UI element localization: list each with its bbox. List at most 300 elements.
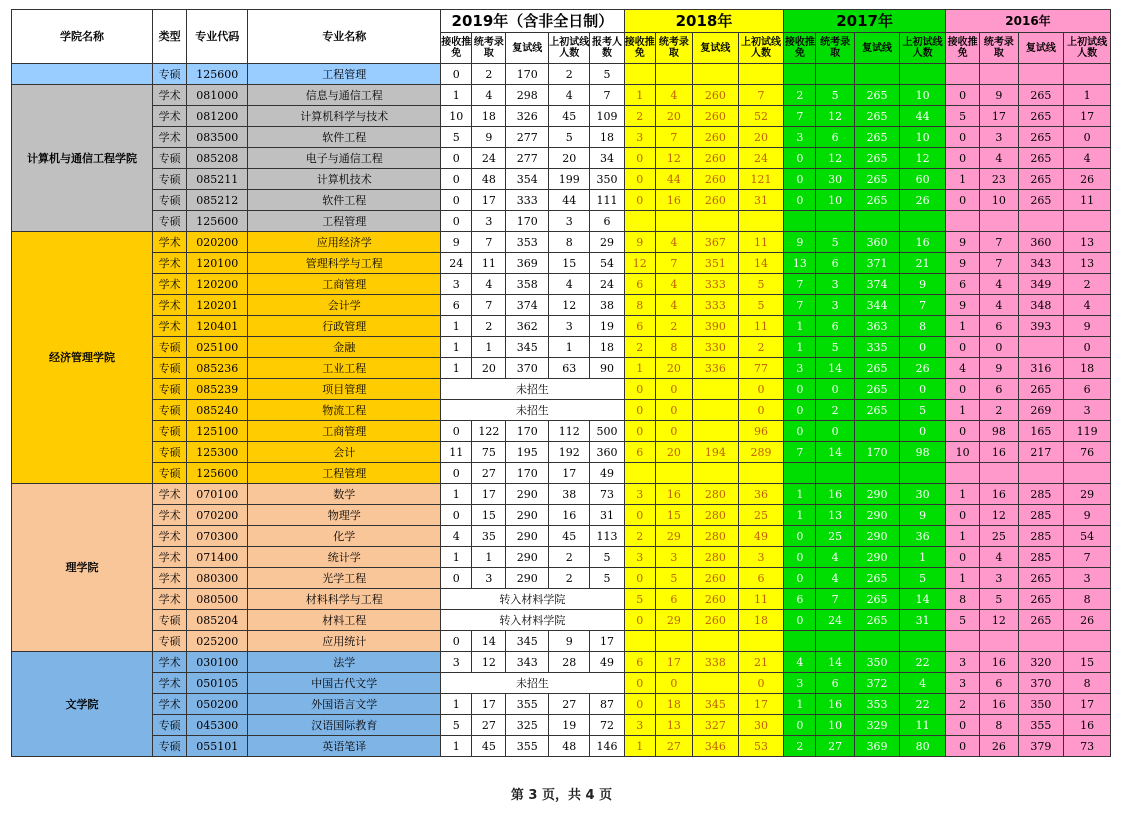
- y2016-cell: [945, 64, 979, 85]
- y2018-cell: 4: [655, 85, 692, 106]
- y2016-cell: 16: [980, 484, 1018, 505]
- y2019-cell: 2: [548, 568, 589, 589]
- y2017-cell: 98: [900, 442, 946, 463]
- y2019-cell: 2: [472, 316, 506, 337]
- major-cell: 工业工程: [248, 358, 441, 379]
- y2019-cell: 1: [548, 337, 589, 358]
- y2018-cell: [738, 463, 784, 484]
- y2019-cell: 19: [590, 316, 624, 337]
- y2017-cell: 265: [854, 127, 900, 148]
- y2017-cell: 360: [854, 232, 900, 253]
- table-row: [12, 337, 1111, 358]
- y2016-cell: 16: [1064, 715, 1111, 736]
- y2018-cell: 5: [655, 568, 692, 589]
- y2017-cell: 0: [784, 547, 816, 568]
- y2018-cell: [693, 64, 739, 85]
- y2016-cell: 8: [945, 589, 979, 610]
- y2017-cell: 0: [784, 526, 816, 547]
- y2018-cell: 29: [655, 526, 692, 547]
- y2016-cell: 217: [1018, 442, 1064, 463]
- y2017-cell: 0: [900, 379, 946, 400]
- y2018-cell: 8: [655, 337, 692, 358]
- subheader-cell: 复试线: [693, 33, 739, 64]
- y2019-cell: 4: [472, 85, 506, 106]
- y2017-cell: [854, 463, 900, 484]
- y2019-cell: 1: [472, 547, 506, 568]
- y2017-cell: 25: [816, 526, 854, 547]
- y2018-cell: 0: [624, 505, 655, 526]
- y2019-cell: 7: [472, 232, 506, 253]
- y2016-cell: 265: [1018, 568, 1064, 589]
- y2019-cell: 370: [506, 358, 549, 379]
- y2016-cell: 98: [980, 421, 1018, 442]
- y2017-cell: 36: [900, 526, 946, 547]
- y2016-cell: 1: [945, 568, 979, 589]
- table-row: [12, 715, 1111, 736]
- y2019-cell: 73: [590, 484, 624, 505]
- y2019-cell: 24: [441, 253, 472, 274]
- y2019-cell: 298: [506, 85, 549, 106]
- y2018-cell: 0: [624, 610, 655, 631]
- y2017-cell: [854, 64, 900, 85]
- y2019-cell: 87: [590, 694, 624, 715]
- y2016-cell: 0: [945, 337, 979, 358]
- y2018-cell: 260: [693, 568, 739, 589]
- y2017-cell: 7: [784, 274, 816, 295]
- y2016-cell: [980, 64, 1018, 85]
- y2016-cell: 17: [1064, 106, 1111, 127]
- table-row: [12, 505, 1111, 526]
- y2016-cell: 0: [945, 736, 979, 757]
- y2017-cell: 2: [784, 736, 816, 757]
- y2019-cell: 44: [548, 190, 589, 211]
- y2016-cell: 26: [1064, 610, 1111, 631]
- y2019-note: 未招生: [441, 379, 624, 400]
- y2016-cell: 8: [980, 715, 1018, 736]
- y2016-cell: 13: [1064, 232, 1111, 253]
- y2019-cell: 10: [441, 106, 472, 127]
- college-name: 文学院: [12, 652, 153, 757]
- major-cell: 会计学: [248, 295, 441, 316]
- y2016-cell: 119: [1064, 421, 1111, 442]
- y2017-cell: 0: [784, 421, 816, 442]
- y2017-cell: 6: [784, 589, 816, 610]
- y2019-cell: 31: [590, 505, 624, 526]
- y2016-cell: 3: [980, 127, 1018, 148]
- y2018-cell: [655, 463, 692, 484]
- y2016-cell: 76: [1064, 442, 1111, 463]
- y2019-cell: 199: [548, 169, 589, 190]
- y2018-cell: 351: [693, 253, 739, 274]
- y2016-cell: 1: [1064, 85, 1111, 106]
- y2017-cell: 7: [784, 442, 816, 463]
- y2016-cell: 26: [980, 736, 1018, 757]
- type-cell: 学术: [152, 316, 186, 337]
- code-cell: 120200: [187, 274, 248, 295]
- code-cell: 120401: [187, 316, 248, 337]
- y2017-cell: 3: [816, 274, 854, 295]
- major-cell: 工商管理: [248, 274, 441, 295]
- y2016-cell: 343: [1018, 253, 1064, 274]
- y2016-cell: 360: [1018, 232, 1064, 253]
- y2017-cell: 0: [784, 610, 816, 631]
- y2016-cell: [1018, 64, 1064, 85]
- y2019-cell: 1: [472, 337, 506, 358]
- y2018-cell: 0: [655, 421, 692, 442]
- y2017-cell: [784, 463, 816, 484]
- y2019-cell: 20: [472, 358, 506, 379]
- y2019-cell: 5: [441, 127, 472, 148]
- y2016-cell: 349: [1018, 274, 1064, 295]
- y2019-cell: 3: [472, 568, 506, 589]
- y2018-cell: 0: [624, 169, 655, 190]
- code-cell: 045300: [187, 715, 248, 736]
- major-cell: 软件工程: [248, 127, 441, 148]
- y2016-cell: 269: [1018, 400, 1064, 421]
- y2017-cell: 5: [816, 85, 854, 106]
- y2017-cell: 10: [900, 85, 946, 106]
- y2019-cell: 350: [590, 169, 624, 190]
- y2019-cell: 170: [506, 463, 549, 484]
- y2016-cell: 5: [945, 106, 979, 127]
- y2019-cell: 345: [506, 631, 549, 652]
- y2019-cell: 3: [548, 211, 589, 232]
- type-cell: 专硕: [152, 358, 186, 379]
- table-row: [12, 190, 1111, 211]
- y2019-cell: 290: [506, 547, 549, 568]
- y2017-cell: 0: [900, 337, 946, 358]
- y2019-cell: 15: [472, 505, 506, 526]
- y2019-note: 未招生: [441, 400, 624, 421]
- y2017-cell: 265: [854, 106, 900, 127]
- y2019-cell: 1: [441, 736, 472, 757]
- y2016-cell: 0: [945, 379, 979, 400]
- y2016-cell: 0: [945, 715, 979, 736]
- y2018-cell: [693, 211, 739, 232]
- y2018-cell: 18: [655, 694, 692, 715]
- y2016-cell: 265: [1018, 610, 1064, 631]
- y2017-cell: 16: [816, 694, 854, 715]
- y2018-cell: 6: [655, 589, 692, 610]
- y2016-cell: 393: [1018, 316, 1064, 337]
- y2017-cell: 10: [816, 190, 854, 211]
- y2017-cell: 14: [900, 589, 946, 610]
- y2017-cell: 329: [854, 715, 900, 736]
- y2017-cell: [900, 211, 946, 232]
- y2016-cell: 265: [1018, 127, 1064, 148]
- y2018-cell: 20: [655, 358, 692, 379]
- y2016-cell: 265: [1018, 148, 1064, 169]
- y2016-cell: 355: [1018, 715, 1064, 736]
- y2018-cell: 280: [693, 547, 739, 568]
- y2017-cell: 14: [816, 442, 854, 463]
- major-cell: 应用统计: [248, 631, 441, 652]
- y2018-cell: 11: [738, 316, 784, 337]
- y2017-cell: [784, 211, 816, 232]
- y2016-cell: 4: [945, 358, 979, 379]
- y2018-cell: 4: [655, 274, 692, 295]
- table-row: [12, 232, 1111, 253]
- y2018-cell: 0: [738, 400, 784, 421]
- y2018-cell: 346: [693, 736, 739, 757]
- major-cell: 统计学: [248, 547, 441, 568]
- y2019-cell: 146: [590, 736, 624, 757]
- y2019-cell: 6: [441, 295, 472, 316]
- y2019-cell: 369: [506, 253, 549, 274]
- table-row: [12, 316, 1111, 337]
- y2017-cell: 0: [816, 421, 854, 442]
- y2016-cell: 0: [945, 421, 979, 442]
- y2018-cell: 36: [738, 484, 784, 505]
- code-cell: 120100: [187, 253, 248, 274]
- type-cell: 学术: [152, 295, 186, 316]
- code-cell: 070100: [187, 484, 248, 505]
- y2016-cell: 9: [945, 232, 979, 253]
- y2019-cell: 277: [506, 148, 549, 169]
- major-cell: 化学: [248, 526, 441, 547]
- table-row: [12, 526, 1111, 547]
- y2018-cell: 6: [624, 442, 655, 463]
- y2018-cell: 336: [693, 358, 739, 379]
- y2018-cell: 280: [693, 505, 739, 526]
- subheader-cell: 接收推免: [945, 33, 979, 64]
- y2018-cell: 7: [655, 253, 692, 274]
- admissions-table: [11, 9, 1111, 757]
- y2018-cell: 11: [738, 232, 784, 253]
- table-row: [12, 484, 1111, 505]
- y2019-cell: 18: [590, 337, 624, 358]
- y2016-cell: 0: [945, 190, 979, 211]
- y2018-cell: 16: [655, 190, 692, 211]
- table-row: [12, 421, 1111, 442]
- y2019-cell: 27: [548, 694, 589, 715]
- table-row: [12, 463, 1111, 484]
- y2018-cell: 260: [693, 85, 739, 106]
- y2017-cell: 290: [854, 505, 900, 526]
- y2018-cell: 2: [655, 316, 692, 337]
- y2016-cell: 1: [945, 316, 979, 337]
- y2018-cell: [693, 673, 739, 694]
- type-cell: 专硕: [152, 337, 186, 358]
- y2017-cell: 12: [816, 106, 854, 127]
- y2019-cell: 3: [441, 652, 472, 673]
- y2018-cell: 0: [624, 568, 655, 589]
- type-cell: 学术: [152, 106, 186, 127]
- code-cell: 125300: [187, 442, 248, 463]
- major-cell: 行政管理: [248, 316, 441, 337]
- y2016-cell: 10: [945, 442, 979, 463]
- y2018-cell: 289: [738, 442, 784, 463]
- table-row: [12, 106, 1111, 127]
- code-cell: 070200: [187, 505, 248, 526]
- major-cell: 材料科学与工程: [248, 589, 441, 610]
- y2016-cell: 285: [1018, 505, 1064, 526]
- major-cell: 工程管理: [248, 64, 441, 85]
- type-cell: 专硕: [152, 64, 186, 85]
- y2018-cell: 27: [655, 736, 692, 757]
- y2016-cell: 0: [945, 127, 979, 148]
- y2018-cell: 367: [693, 232, 739, 253]
- y2017-cell: 16: [900, 232, 946, 253]
- y2019-cell: 500: [590, 421, 624, 442]
- y2017-cell: 265: [854, 169, 900, 190]
- y2017-cell: [816, 211, 854, 232]
- y2017-cell: 24: [816, 610, 854, 631]
- code-cell: 125100: [187, 421, 248, 442]
- table-row: [12, 442, 1111, 463]
- code-cell: 081000: [187, 85, 248, 106]
- y2016-cell: 165: [1018, 421, 1064, 442]
- y2019-note: 未招生: [441, 673, 624, 694]
- y2018-cell: 260: [693, 148, 739, 169]
- y2019-cell: 17: [472, 190, 506, 211]
- table-row: [12, 85, 1111, 106]
- subheader-cell: 接收推免: [624, 33, 655, 64]
- y2019-cell: 290: [506, 484, 549, 505]
- y2018-cell: [693, 400, 739, 421]
- code-cell: 070300: [187, 526, 248, 547]
- code-cell: 120201: [187, 295, 248, 316]
- college-name: [12, 64, 153, 85]
- y2017-cell: 4: [784, 652, 816, 673]
- y2017-cell: 350: [854, 652, 900, 673]
- y2017-cell: 1: [784, 316, 816, 337]
- y2018-cell: 0: [624, 694, 655, 715]
- y2016-cell: 6: [980, 673, 1018, 694]
- y2017-cell: 7: [900, 295, 946, 316]
- y2019-cell: 345: [506, 337, 549, 358]
- y2019-note: 转入材料学院: [441, 589, 624, 610]
- type-cell: 学术: [152, 274, 186, 295]
- y2018-cell: 345: [693, 694, 739, 715]
- y2018-cell: [624, 64, 655, 85]
- y2019-cell: 1: [441, 358, 472, 379]
- type-cell: 学术: [152, 505, 186, 526]
- y2018-cell: 30: [738, 715, 784, 736]
- y2019-cell: 122: [472, 421, 506, 442]
- y2018-cell: 0: [655, 400, 692, 421]
- major-cell: 管理科学与工程: [248, 253, 441, 274]
- y2019-cell: 290: [506, 568, 549, 589]
- y2018-cell: 330: [693, 337, 739, 358]
- y2017-cell: 265: [854, 358, 900, 379]
- y2017-cell: 170: [854, 442, 900, 463]
- y2018-cell: 49: [738, 526, 784, 547]
- y2017-cell: 21: [900, 253, 946, 274]
- table-row: [12, 358, 1111, 379]
- y2019-cell: 111: [590, 190, 624, 211]
- y2016-cell: 4: [980, 295, 1018, 316]
- y2019-cell: 0: [441, 148, 472, 169]
- y2016-cell: 2: [1064, 274, 1111, 295]
- y2017-cell: 2: [784, 85, 816, 106]
- y2019-cell: 112: [548, 421, 589, 442]
- table-row: [12, 274, 1111, 295]
- type-cell: 学术: [152, 526, 186, 547]
- y2019-cell: 1: [441, 337, 472, 358]
- y2017-cell: [900, 463, 946, 484]
- y2016-cell: 3: [945, 652, 979, 673]
- y2019-cell: 45: [548, 106, 589, 127]
- y2017-cell: [784, 64, 816, 85]
- y2019-cell: 14: [472, 631, 506, 652]
- type-cell: 专硕: [152, 631, 186, 652]
- y2017-cell: [900, 64, 946, 85]
- table-row: [12, 169, 1111, 190]
- y2018-cell: 21: [738, 652, 784, 673]
- y2017-cell: 31: [900, 610, 946, 631]
- header-2019: 2019年（含非全日制）: [441, 10, 624, 33]
- code-cell: 080500: [187, 589, 248, 610]
- code-cell: 085239: [187, 379, 248, 400]
- y2019-cell: 75: [472, 442, 506, 463]
- y2016-cell: [1018, 211, 1064, 232]
- y2016-cell: 4: [980, 148, 1018, 169]
- major-cell: 英语笔译: [248, 736, 441, 757]
- subheader-cell: 上初试线人数: [548, 33, 589, 64]
- code-cell: 085240: [187, 400, 248, 421]
- table-row: [12, 547, 1111, 568]
- major-cell: 物理学: [248, 505, 441, 526]
- y2019-cell: 63: [548, 358, 589, 379]
- y2016-cell: 285: [1018, 484, 1064, 505]
- y2018-cell: 4: [655, 232, 692, 253]
- y2018-cell: [693, 379, 739, 400]
- type-cell: 学术: [152, 547, 186, 568]
- y2018-cell: [655, 631, 692, 652]
- y2016-cell: 370: [1018, 673, 1064, 694]
- y2019-cell: 38: [590, 295, 624, 316]
- y2018-cell: 0: [624, 379, 655, 400]
- y2018-cell: 18: [738, 610, 784, 631]
- y2018-cell: 260: [693, 127, 739, 148]
- y2016-cell: [980, 631, 1018, 652]
- y2018-cell: 280: [693, 484, 739, 505]
- major-cell: 中国古代文学: [248, 673, 441, 694]
- y2019-cell: 7: [472, 295, 506, 316]
- y2019-cell: 7: [590, 85, 624, 106]
- y2018-cell: [738, 64, 784, 85]
- code-cell: 080300: [187, 568, 248, 589]
- y2016-cell: 316: [1018, 358, 1064, 379]
- y2017-cell: 265: [854, 610, 900, 631]
- y2019-cell: 358: [506, 274, 549, 295]
- y2018-cell: 0: [655, 379, 692, 400]
- y2019-cell: 12: [472, 652, 506, 673]
- type-cell: 学术: [152, 652, 186, 673]
- y2016-cell: 265: [1018, 169, 1064, 190]
- y2016-cell: [945, 631, 979, 652]
- y2017-cell: 265: [854, 379, 900, 400]
- y2018-cell: 7: [738, 85, 784, 106]
- y2018-cell: 12: [624, 253, 655, 274]
- y2016-cell: [1018, 337, 1064, 358]
- table-row: [12, 631, 1111, 652]
- y2019-cell: 17: [472, 694, 506, 715]
- y2018-cell: 260: [693, 610, 739, 631]
- y2019-cell: 12: [548, 295, 589, 316]
- y2016-cell: [1064, 463, 1111, 484]
- y2016-cell: 350: [1018, 694, 1064, 715]
- y2018-cell: [624, 463, 655, 484]
- y2017-cell: 363: [854, 316, 900, 337]
- y2018-cell: 1: [624, 358, 655, 379]
- subheader-cell: 上初试线人数: [900, 33, 946, 64]
- y2018-cell: 6: [738, 568, 784, 589]
- major-cell: 材料工程: [248, 610, 441, 631]
- y2017-cell: 7: [784, 295, 816, 316]
- y2017-cell: 11: [900, 715, 946, 736]
